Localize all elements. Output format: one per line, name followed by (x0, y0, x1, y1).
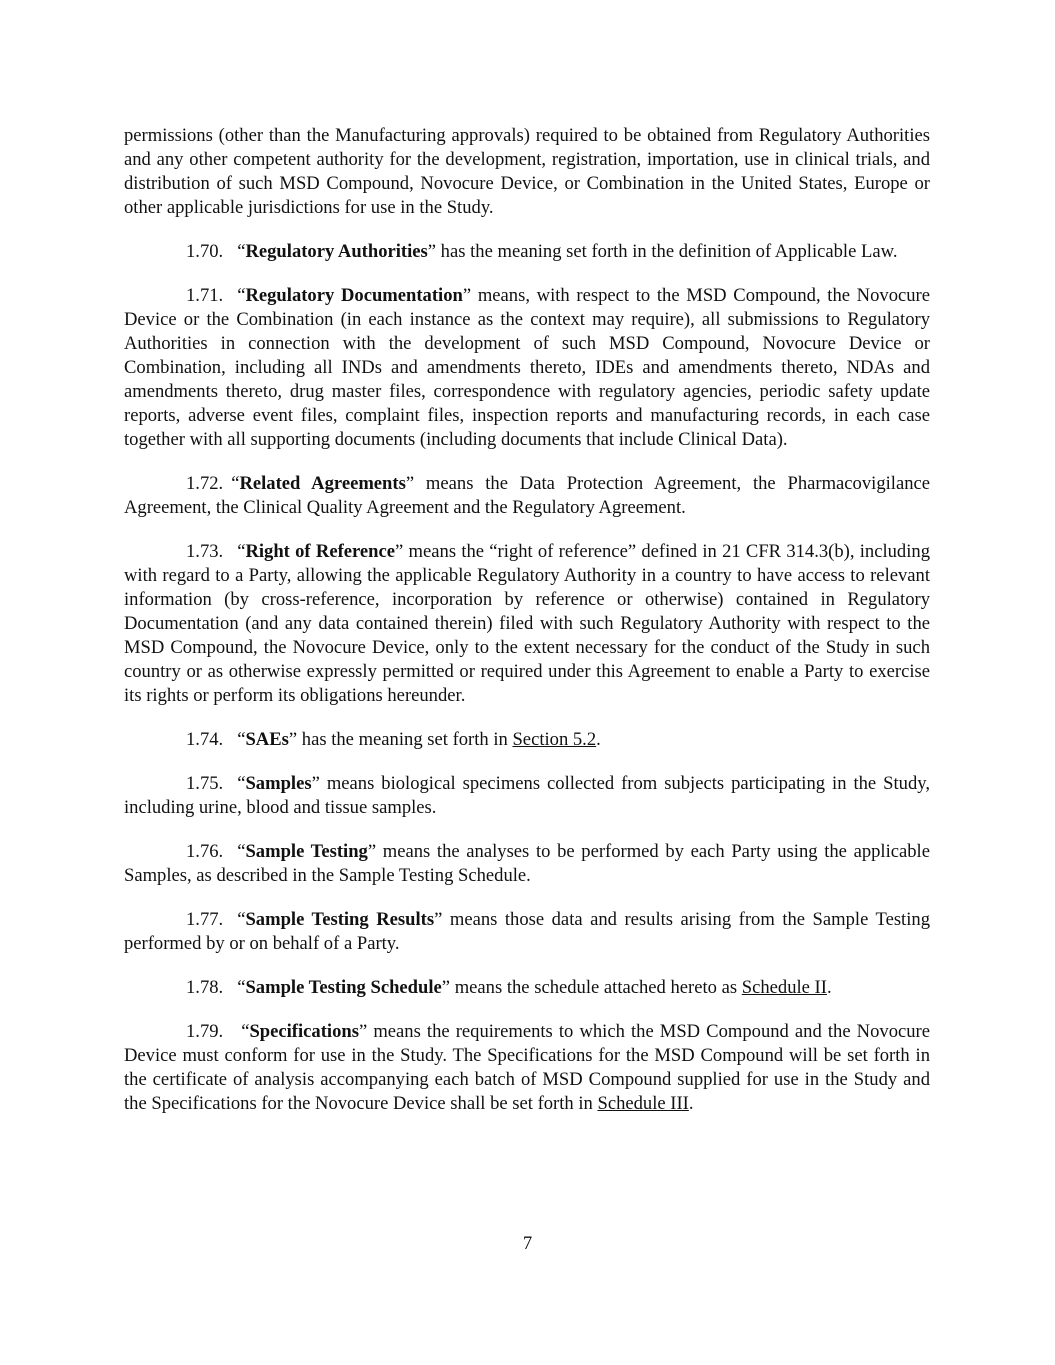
section-number: 1.76. (186, 841, 224, 862)
definition-1-71: 1.71. “Regulatory Documentation” means, with respect to the MSD Compound, the Novocure Device or the Combination (in each instance as the context may require), all submissions to Regulatory Authorities in connection with the development of such MSD Compound, Novocure Device or Combination, including all INDs and amendments thereto, IDEs and amendments thereto, NDAs and amendments thereto, drug master files, correspondence with regulatory agencies, periodic safety update reports, adverse event files, complaint files, inspection reports and manufacturing records, in each case together with all supporting documents (including documents that include Clinical Data). (124, 285, 930, 450)
definition-1-78: 1.78. “Sample Testing Schedule” means the schedule attached hereto as Schedule II. (186, 977, 832, 998)
definition-text: means biological specimens collected from subjects participating in the Study, including urine, blood and tissue samples. (124, 773, 930, 818)
document-page (124, 124, 930, 1136)
defined-term: Sample Testing (245, 841, 368, 862)
continuation-paragraph: permissions (other than the Manufacturing approvals) required to be obtained from Regulatory Authorities and any other competent authority for the development, registration, importation, use in clinical trials, and distribution of such MSD Compound, Novocure Device, or Combination in the United States, Europe or other applicable jurisdictions for use in the Study. (124, 125, 930, 218)
defined-term: Sample Testing Results (245, 909, 435, 930)
section-number: 1.79. (186, 1021, 224, 1042)
defined-term: Sample Testing Schedule (245, 977, 442, 998)
defined-term: Right of Reference (245, 541, 396, 562)
definition-text: has the meaning set forth in the definition of Applicable Law. (436, 241, 898, 262)
schedule-iii-link[interactable]: Schedule III (597, 1093, 689, 1114)
defined-term: Specifications (249, 1021, 359, 1042)
section-number: 1.75. (186, 773, 224, 794)
definition-1-74: 1.74. “SAEs” has the meaning set forth in Section 5.2. (186, 729, 601, 750)
definition-text: means the analyses to be performed by each Party using the applicable Samples, as described in the Sample Testing Schedule. (124, 841, 930, 886)
section-number: 1.72. (186, 473, 224, 494)
section-number: 1.78. (186, 977, 224, 998)
definition-text: means the requirements to which the MSD Compound and the Novocure Device must conform for use in the Study. The Specifications for the MSD Compound will be set forth in the certificate of analysis accompanying each batch of MSD Compound supplied for use in the Study and the Specifications for the Novocure Device shall be set forth in (124, 1021, 930, 1114)
defined-term: SAEs (245, 729, 289, 750)
definition-1-79: 1.79. “Specifications” means the requirements to which the MSD Compound and the Novocure Device must conform for use in the Study. The Specifications for the MSD Compound will be set forth in the certificate of analysis accompanying each batch of MSD Compound supplied for use in the Study and the Specifications for the Novocure Device shall be set forth in Schedule III. (124, 1021, 930, 1114)
definition-1-77: 1.77. “Sample Testing Results” means those data and results arising from the Sample Testing performed by or on behalf of a Party. (124, 909, 930, 954)
definition-1-73: 1.73. “Right of Reference” means the “right of reference” defined in 21 CFR 314.3(b), including with regard to a Party, allowing the applicable Regulatory Authority in a country to have access to relevant information (by cross-reference, incorporation by reference or otherwise) contained in Regulatory Documentation (and any data contained therein) filed with such Regulatory Authority with respect to the MSD Compound, the Novocure Device, only to the extent necessary for the conduct of the Study in such country or as otherwise expressly permitted or required under this Agreement to enable a Party to exercise its rights or perform its obligations hereunder. (124, 541, 930, 706)
defined-term: Regulatory Authorities (245, 241, 428, 262)
section-5-2-link[interactable]: Section 5.2 (512, 729, 597, 750)
definition-1-75: 1.75. “Samples” means biological specimens collected from subjects participating in the Study, including urine, blood and tissue samples. (124, 773, 930, 818)
section-number: 1.70. (186, 241, 224, 262)
definition-text: means the schedule attached hereto as (450, 977, 742, 998)
definition-1-72: 1.72. “Related Agreements” means the Data Protection Agreement, the Pharmacovigilance Agreement, the Clinical Quality Agreement and the Regulatory Agreement. (124, 473, 931, 518)
section-number: 1.74. (186, 729, 224, 750)
definition-text: means the Data Protection Agreement, the Pharmacovigilance Agreement, the Clinical Quality Agreement and the Regulatory Agreement. (124, 473, 931, 518)
section-number: 1.77. (186, 909, 224, 930)
schedule-ii-link[interactable]: Schedule II (741, 977, 827, 998)
section-number: 1.73. (186, 541, 224, 562)
definition-1-70: 1.70. “Regulatory Authorities” has the meaning set forth in the definition of Applicable Law. (186, 241, 898, 262)
definition-text: means the “right of reference” defined in 21 CFR 314.3(b), including with regard to a Party, allowing the applicable Regulatory Authority in a country to have access to relevant information (by cross-reference, incorporation by reference or otherwise) contained in Regulatory Documentation (and any data contained therein) filed with such Regulatory Authority with respect to the MSD Compound, the Novocure Device, only to the extent necessary for the conduct of the Study in such country or as otherwise expressly permitted or required under this Agreement to enable a Party to exercise its rights or perform its obligations hereunder. (124, 541, 930, 706)
section-number: 1.71. (186, 285, 224, 306)
defined-term: Samples (245, 773, 312, 794)
definition-1-76: 1.76. “Sample Testing” means the analyses to be performed by each Party using the applicable Samples, as described in the Sample Testing Schedule. (124, 841, 930, 886)
definition-text: has the meaning set forth in (297, 729, 513, 750)
page-number: 7 (522, 1233, 533, 1254)
definition-text: means those data and results arising from the Sample Testing performed by or on behalf of a Party. (124, 909, 930, 954)
definition-text: means, with respect to the MSD Compound, the Novocure Device or the Combination (in each instance as the context may require), all submissions to Regulatory Authorities in connection with the development of such MSD Compound, Novocure Device or Combination, including all INDs and amendments thereto, IDEs and amendments thereto, NDAs and amendments thereto, drug master files, correspondence with regulatory agencies, periodic safety update reports, adverse event files, complaint files, inspection reports and manufacturing records, in each case together with all supporting documents (including documents that include Clinical Data). (124, 285, 930, 450)
defined-term: Regulatory Documentation (245, 285, 463, 306)
defined-term: Related Agreements (239, 473, 406, 494)
